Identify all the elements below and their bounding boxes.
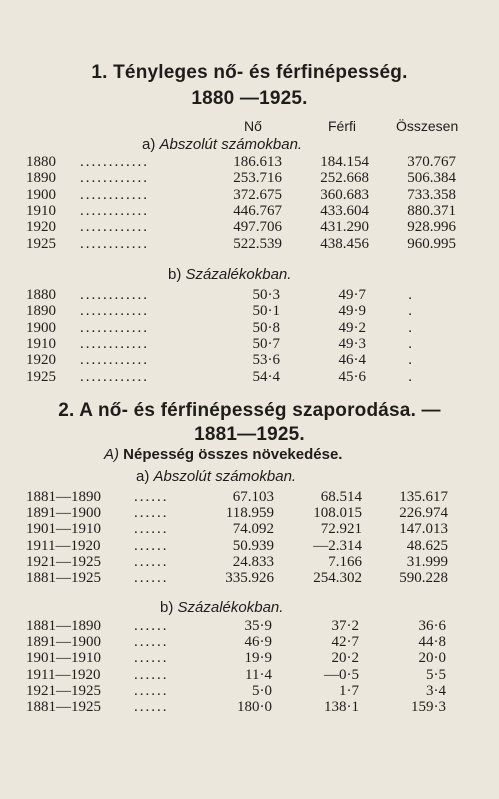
section1-title: 1. Tényleges nő- és férfinépesség. [91, 62, 408, 83]
cell-osszesen: 159·3 [411, 699, 446, 715]
cell-no: 50·3 [252, 287, 280, 303]
table-row [0, 352, 499, 368]
table-row [0, 489, 499, 505]
cell-ferfi: 49·9 [338, 303, 366, 320]
cell-osszesen: 928.996 [407, 219, 456, 236]
row-period: 1901—1910 [26, 650, 101, 667]
leader-dots: ............ [80, 186, 149, 203]
table-row [0, 303, 499, 319]
cell-osszesen: . [408, 303, 412, 320]
leader-dots: ...... [134, 634, 169, 651]
table-row [0, 554, 499, 570]
cell-osszesen: 31.999 [406, 553, 448, 570]
cell-no: 446.767 [233, 202, 282, 219]
table-row [0, 650, 499, 666]
table-row [0, 369, 499, 385]
cell-no: 11·4 [245, 666, 272, 683]
row-year: 1925 [26, 235, 56, 252]
col-header-no: Nő [244, 118, 262, 134]
table-row [0, 570, 499, 586]
cell-ferfi: 42·7 [331, 634, 359, 651]
row-period: 1881—1925 [26, 570, 101, 586]
table-row [0, 521, 499, 537]
leader-dots: ............ [80, 170, 149, 187]
leader-dots: ............ [80, 235, 149, 252]
leader-dots: ............ [80, 154, 149, 170]
cell-osszesen: 960.995 [407, 235, 456, 252]
cell-no: 46·9 [244, 634, 272, 651]
cell-osszesen: 147.013 [399, 521, 448, 538]
cell-osszesen: 48.625 [406, 537, 448, 554]
row-period: 1901—1910 [26, 521, 101, 538]
row-period: 1891—1900 [26, 505, 101, 522]
leader-dots: ...... [134, 650, 169, 667]
cell-osszesen: 506.384 [407, 170, 456, 187]
cell-ferfi: 49·2 [338, 319, 366, 336]
cell-no: 335.926 [225, 570, 274, 586]
cell-no: 118.959 [225, 505, 274, 522]
leader-dots: ...... [134, 682, 169, 699]
cell-ferfi: 49·7 [338, 287, 366, 303]
table-row [0, 667, 499, 683]
leader-dots: ...... [134, 570, 169, 586]
cell-osszesen: 44·8 [418, 634, 446, 651]
cell-ferfi: 252.668 [320, 170, 369, 187]
cell-ferfi: 1·7 [339, 682, 359, 699]
table-row [0, 618, 499, 634]
cell-no: 24.833 [232, 553, 274, 570]
table-row [0, 634, 499, 650]
table-row [0, 699, 499, 715]
row-year: 1900 [26, 186, 56, 203]
cell-no: 35·9 [244, 618, 272, 634]
section1-years: 1880 —1925. [191, 88, 308, 109]
cell-osszesen: 733.358 [407, 186, 456, 203]
cell-ferfi: 7.166 [328, 553, 362, 570]
row-period: 1891—1900 [26, 634, 101, 651]
table-row [0, 683, 499, 699]
leader-dots: ............ [80, 319, 149, 336]
cell-no: 372.675 [233, 186, 282, 203]
row-year: 1890 [26, 303, 56, 320]
leader-dots: ...... [134, 699, 169, 715]
row-year: 1880 [26, 154, 56, 170]
leader-dots: ...... [134, 489, 169, 505]
section2-subheading-b: b) Százalékokban. [160, 599, 284, 616]
row-year: 1910 [26, 202, 56, 219]
cell-ferfi: 184.154 [320, 154, 369, 170]
row-year: 1920 [26, 352, 56, 369]
cell-osszesen: 370.767 [407, 154, 456, 170]
row-year: 1910 [26, 335, 56, 352]
cell-osszesen: 590.228 [399, 570, 448, 586]
leader-dots: ...... [134, 537, 169, 554]
cell-ferfi: 138·1 [324, 699, 359, 715]
cell-ferfi: 45·6 [338, 368, 366, 385]
cell-osszesen: . [408, 287, 412, 303]
table-row [0, 505, 499, 521]
cell-osszesen: . [408, 352, 412, 369]
cell-no: 50·8 [252, 319, 280, 336]
leader-dots: ...... [134, 521, 169, 538]
cell-osszesen: 5·5 [426, 666, 446, 683]
cell-ferfi: 20·2 [331, 650, 359, 667]
leader-dots: ............ [80, 287, 149, 303]
cell-ferfi: 72.921 [320, 521, 362, 538]
cell-no: 67.103 [232, 489, 274, 505]
row-year: 1890 [26, 170, 56, 187]
table-row [0, 320, 499, 336]
cell-no: 50.939 [232, 537, 274, 554]
row-year: 1920 [26, 219, 56, 236]
cell-no: 497.706 [233, 219, 282, 236]
leader-dots: ............ [80, 368, 149, 385]
cell-osszesen: . [408, 335, 412, 352]
leader-dots: ............ [80, 335, 149, 352]
leader-dots: ...... [134, 618, 169, 634]
cell-ferfi: —0·5 [324, 666, 359, 683]
leader-dots: ...... [134, 505, 169, 522]
cell-osszesen: 226.974 [399, 505, 448, 522]
row-year: 1925 [26, 368, 56, 385]
leader-dots: ...... [134, 553, 169, 570]
cell-no: 5·0 [252, 682, 272, 699]
row-period: 1911—1920 [26, 537, 101, 554]
cell-ferfi: —2.314 [313, 537, 362, 554]
cell-osszesen: 3·4 [426, 682, 446, 699]
cell-no: 180·0 [237, 699, 272, 715]
section2-part-a-heading: A) Népesség összes növekedése. [104, 446, 343, 463]
table-row [0, 538, 499, 554]
cell-no: 50·1 [252, 303, 280, 320]
cell-osszesen: 36·6 [418, 618, 446, 634]
leader-dots: ............ [80, 352, 149, 369]
cell-ferfi: 360.683 [320, 186, 369, 203]
cell-osszesen: . [408, 368, 412, 385]
section2-subheading-a: a) Abszolút számokban. [136, 468, 297, 485]
col-header-osszesen: Összesen [396, 118, 459, 134]
row-period: 1881—1925 [26, 699, 101, 715]
cell-ferfi: 37·2 [331, 618, 359, 634]
cell-no: 74.092 [232, 521, 274, 538]
cell-osszesen: . [408, 319, 412, 336]
cell-no: 53·6 [252, 352, 280, 369]
row-year: 1880 [26, 287, 56, 303]
section1-subheading-b: b) Százalékokban. [168, 266, 292, 283]
cell-osszesen: 20·0 [418, 650, 446, 667]
table-row [0, 219, 499, 235]
cell-ferfi: 49·3 [338, 335, 366, 352]
section2-title: 2. A nő- és férfinépesség szaporodása. — [58, 400, 441, 421]
cell-no: 253.716 [233, 170, 282, 187]
cell-no: 50·7 [252, 335, 280, 352]
table-row [0, 154, 499, 170]
table-row [0, 236, 499, 252]
col-header-ferfi: Férfi [328, 118, 356, 134]
cell-no: 54·4 [252, 368, 280, 385]
row-period: 1921—1925 [26, 682, 101, 699]
cell-osszesen: 880.371 [407, 202, 456, 219]
row-period: 1911—1920 [26, 666, 101, 683]
cell-ferfi: 68.514 [320, 489, 362, 505]
cell-ferfi: 433.604 [320, 202, 369, 219]
leader-dots: ............ [80, 219, 149, 236]
cell-no: 19·9 [244, 650, 272, 667]
cell-no: 522.539 [233, 235, 282, 252]
cell-no: 186.613 [233, 154, 282, 170]
cell-ferfi: 46·4 [338, 352, 366, 369]
table-row [0, 170, 499, 186]
row-period: 1881—1890 [26, 489, 101, 505]
cell-osszesen: 135.617 [399, 489, 448, 505]
leader-dots: ............ [80, 303, 149, 320]
row-year: 1900 [26, 319, 56, 336]
leader-dots: ............ [80, 202, 149, 219]
table-row [0, 203, 499, 219]
section2-years: 1881—1925. [194, 424, 305, 445]
section1-subheading-a: a) Abszolút számokban. [142, 136, 303, 153]
leader-dots: ...... [134, 666, 169, 683]
row-period: 1881—1890 [26, 618, 101, 634]
cell-ferfi: 438.456 [320, 235, 369, 252]
table-row [0, 187, 499, 203]
table-row [0, 287, 499, 303]
table-row [0, 336, 499, 352]
cell-ferfi: 108.015 [313, 505, 362, 522]
row-period: 1921—1925 [26, 553, 101, 570]
cell-ferfi: 431.290 [320, 219, 369, 236]
cell-ferfi: 254.302 [313, 570, 362, 586]
